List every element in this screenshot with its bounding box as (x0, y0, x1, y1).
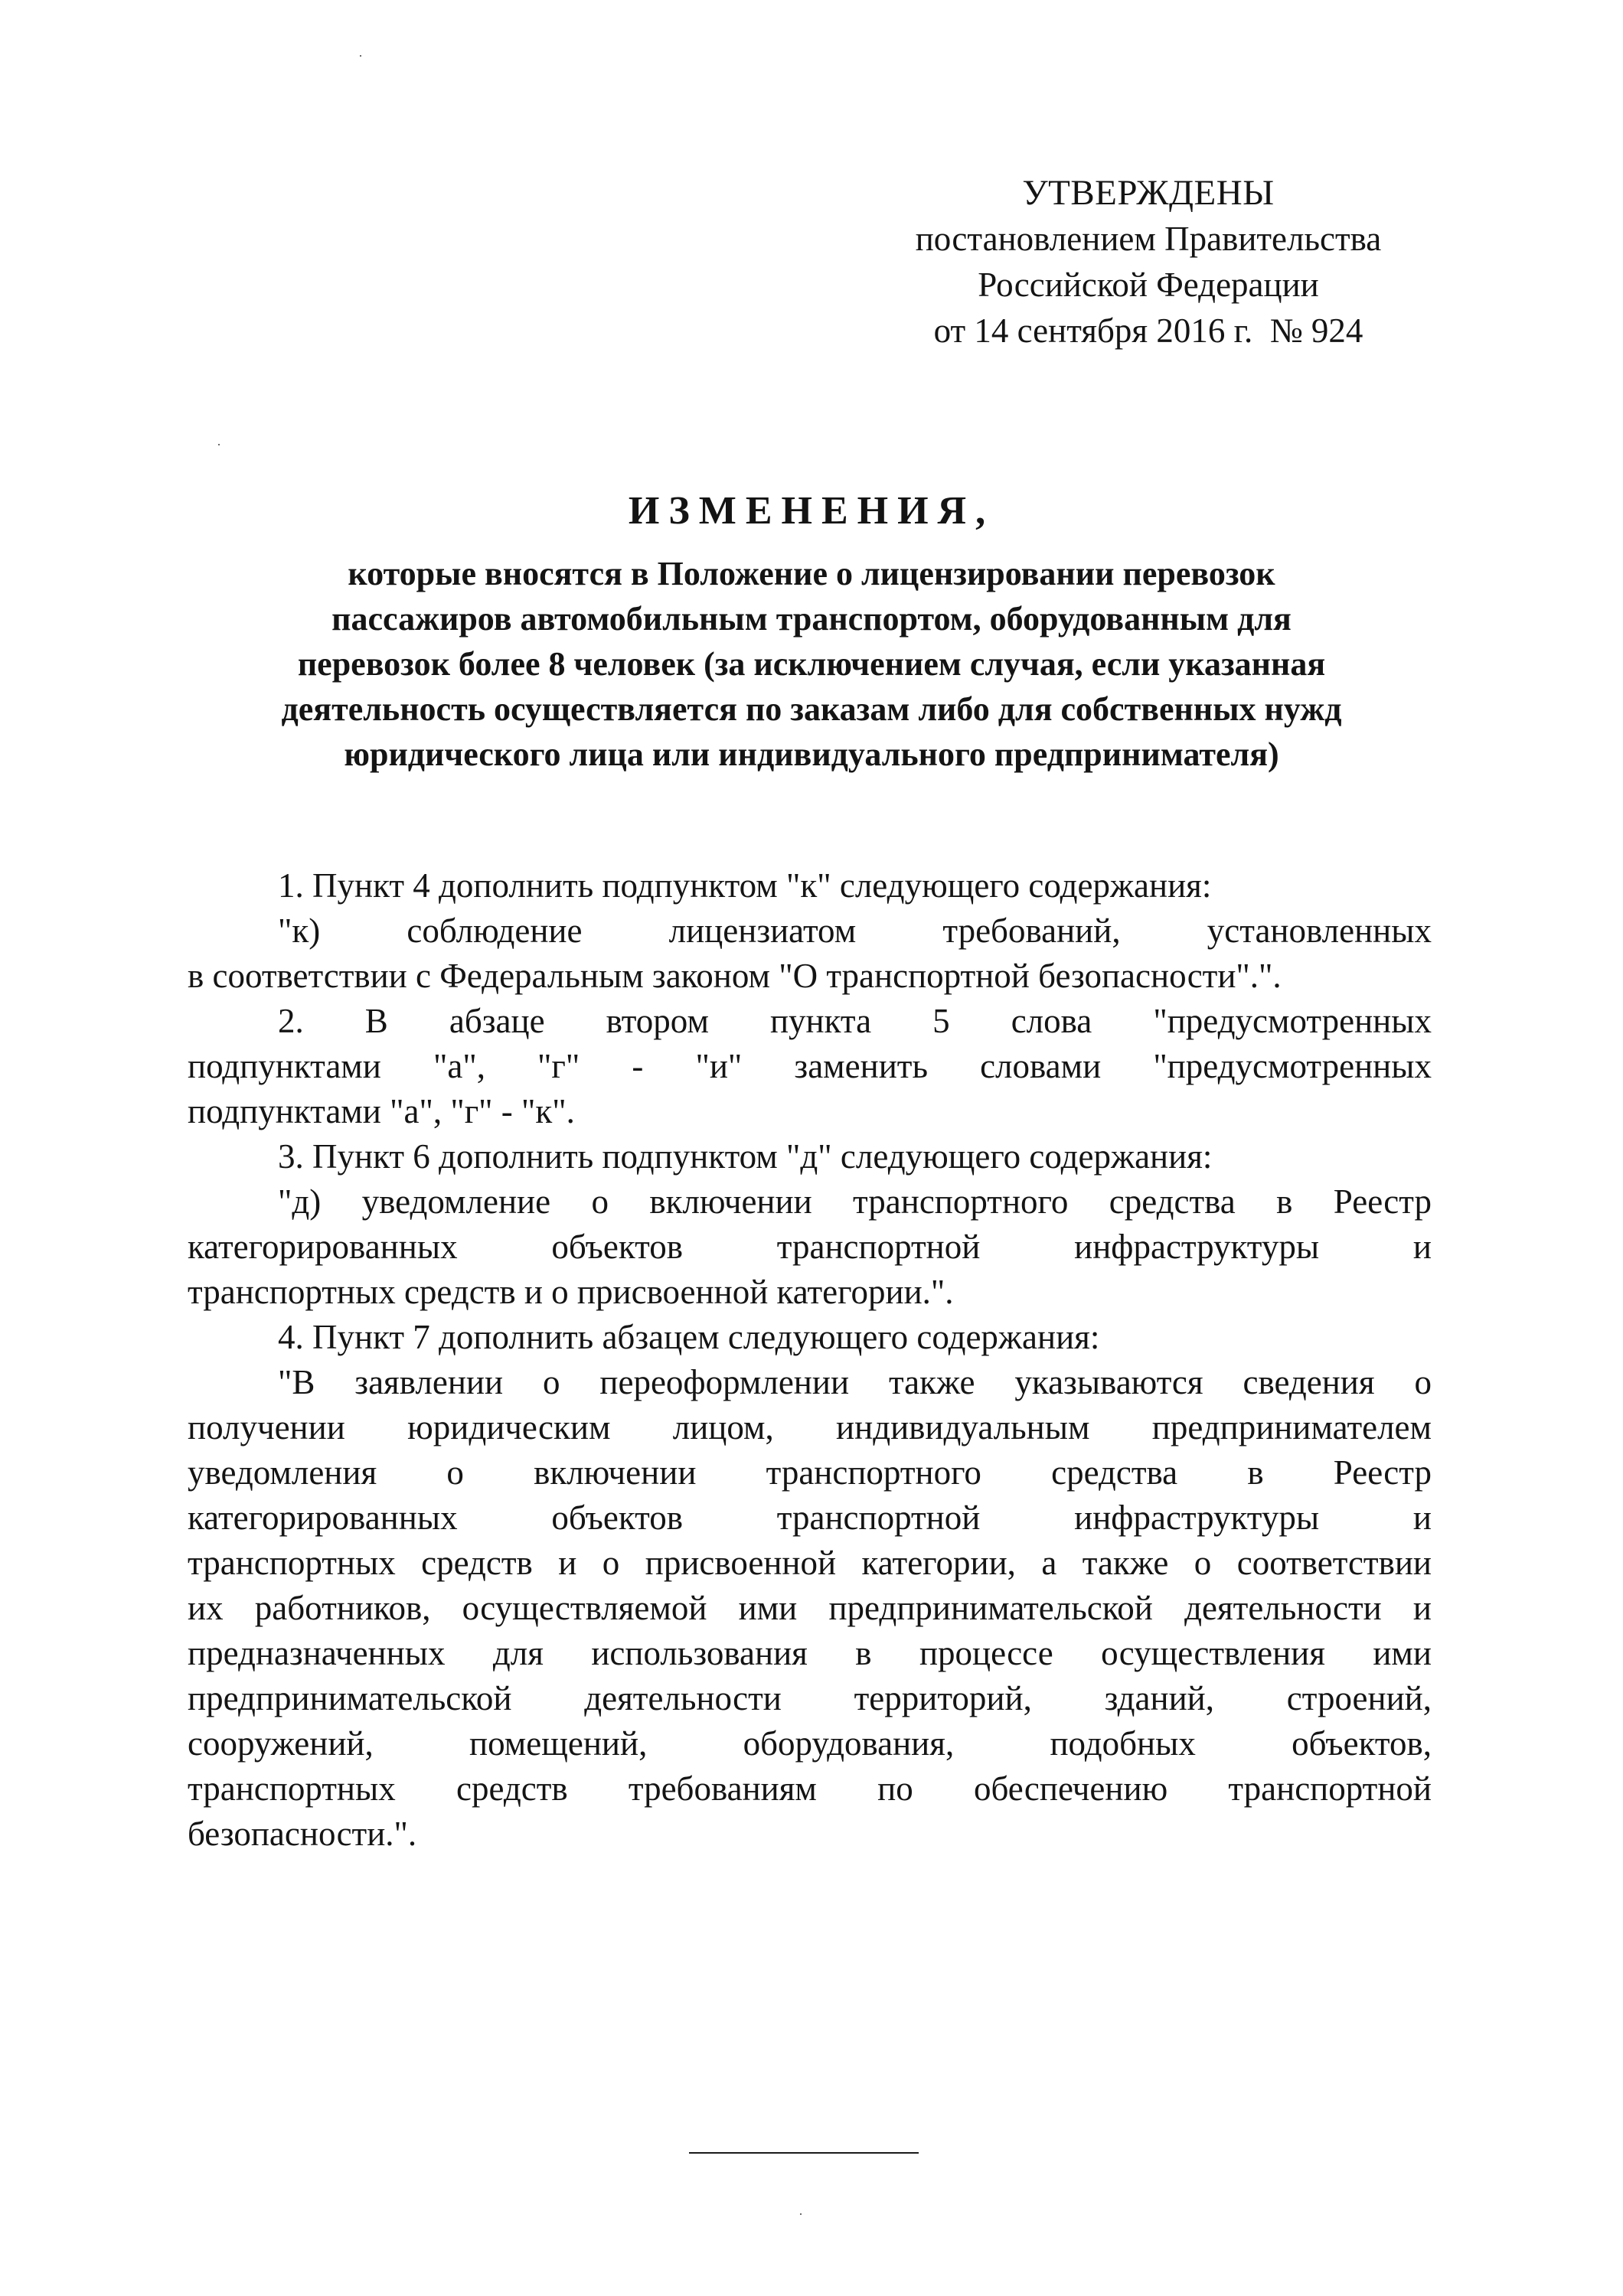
item-1-heading: 1. Пункт 4 дополнить подпунктом "к" следующего содержания: (278, 866, 1212, 905)
item-4-text-line: "В заявлении о переоформлении также указываются сведения о (278, 1363, 1432, 1401)
subtitle-line: пассажиров автомобильным транспортом, оборудованным для (331, 600, 1292, 638)
approval-date: от 14 сентября 2016 г. (933, 311, 1253, 350)
subtitle-line: юридического лица или индивидуального предпринимателя) (344, 735, 1279, 773)
item-3-text-line: транспортных средств и о присвоенной категории.". (188, 1273, 954, 1311)
end-rule (689, 2152, 919, 2154)
approval-block (857, 170, 1439, 354)
scan-speck (360, 55, 361, 57)
document-subtitle (191, 551, 1432, 777)
item-4-text-line: предпринимательской деятельности территорий, зданий, строений, (188, 1679, 1432, 1717)
item-2-text-line: 2. В абзаце втором пункта 5 слова "предусмотренных (278, 1002, 1432, 1040)
document-body (188, 863, 1432, 1857)
item-4-text-line: категорированных объектов транспортной инфраструктуры и (188, 1499, 1432, 1537)
item-4-text-line: сооружений, помещений, оборудования, подобных объектов, (188, 1724, 1432, 1763)
subtitle-line: которые вносятся в Положение о лицензировании перевозок (348, 555, 1275, 592)
item-4-heading: 4. Пункт 7 дополнить абзацем следующего содержания: (278, 1318, 1100, 1356)
item-1-text-line: в соответствии с Федеральным законом "О транспортной безопасности".". (188, 957, 1282, 995)
item-4-text-line: предназначенных для использования в процессе осуществления ими (188, 1634, 1432, 1672)
item-2-text-line: подпунктами "а", "г" - "и" заменить словами "предусмотренных (188, 1047, 1432, 1085)
item-4-text-line: уведомления о включении транспортного средства в Реестр (188, 1453, 1432, 1492)
item-3-heading: 3. Пункт 6 дополнить подпунктом "д" следующего содержания: (278, 1137, 1213, 1176)
approval-stamp: УТВЕРЖДЕНЫ (1022, 173, 1275, 213)
approval-date-line (857, 308, 1439, 354)
item-2-text-line: подпунктами "а", "г" - "к". (188, 1092, 575, 1130)
item-1-text-line: "к) соблюдение лицензиатом требований, установленных (278, 912, 1432, 950)
item-4-text-line: транспортных средств и о присвоенной категории, а также о соответствии (188, 1544, 1432, 1582)
subtitle-line: перевозок более 8 человек (за исключением случая, если указанная (297, 645, 1326, 683)
scan-speck (218, 444, 220, 445)
approval-number: № 924 (1269, 311, 1363, 350)
approval-line-government: постановлением Правительства (915, 220, 1382, 258)
document-title: ИЗМЕНЕНИЯ, (628, 489, 995, 533)
item-3-text-line: "д) уведомление о включении транспортного средства в Реестр (278, 1182, 1432, 1221)
item-4-text-line: транспортных средств требованиям по обеспечению транспортной (188, 1769, 1432, 1808)
item-4-text-line: безопасности.". (188, 1815, 417, 1853)
scan-speck (800, 2213, 802, 2215)
item-4-text-line: их работников, осуществляемой ими предпринимательской деятельности и (188, 1589, 1432, 1627)
approval-line-federation: Российской Федерации (978, 266, 1319, 304)
item-4-text-line: получении юридическим лицом, индивидуальным предпринимателем (188, 1408, 1432, 1446)
subtitle-line: деятельность осуществляется по заказам либо для собственных нужд (281, 690, 1342, 728)
item-3-text-line: категорированных объектов транспортной инфраструктуры и (188, 1228, 1432, 1266)
